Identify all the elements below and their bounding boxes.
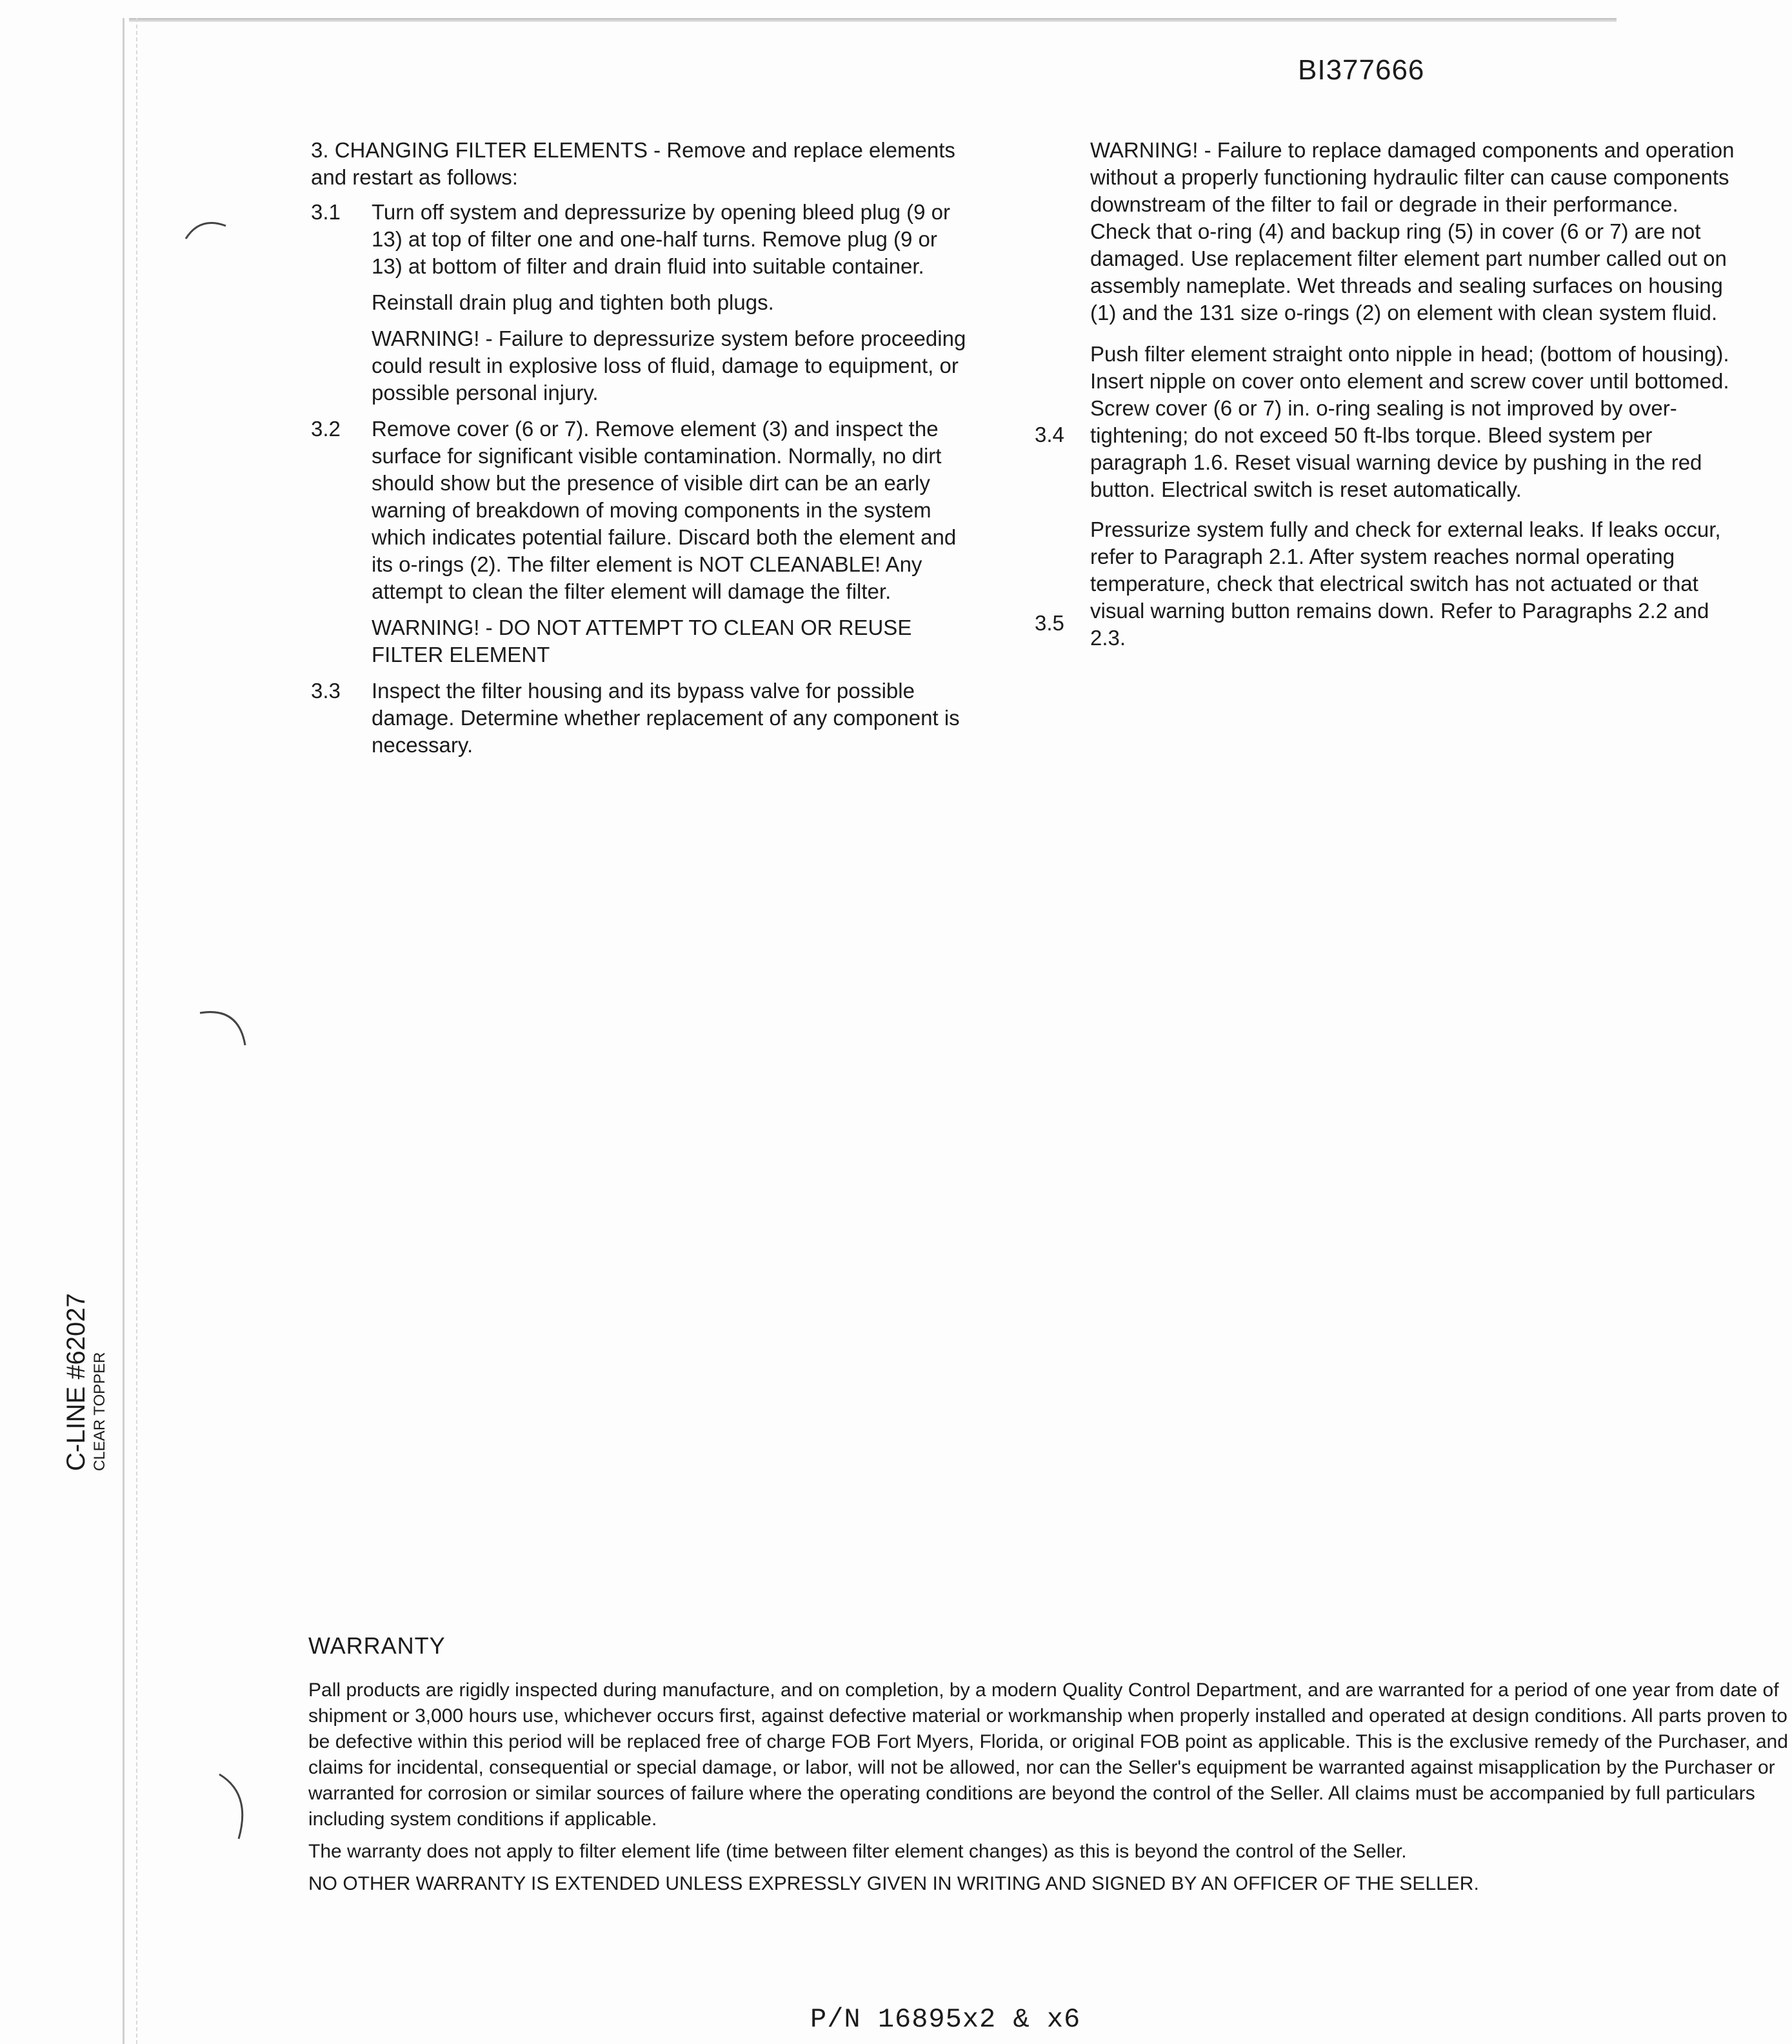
step-number: 3.2	[311, 417, 341, 441]
punch-hole-mark	[194, 1007, 252, 1071]
step-3-2	[311, 416, 969, 668]
warning-text: WARNING! - Failure to replace damaged components and operation without a properly functioning hydraulic filter can cause components downstream of the filter to fail or degrade in their performance. Check that o-ring (4) and backup ring (5) in cover (6 or 7) are not damaged. Use replacement filter element part number called out on assembly nameplate. Wet threads and sealing surfaces on housing (1) and the 131 size o-rings (2) on element with clean system fluid.	[1090, 138, 1735, 325]
punch-hole-arc	[186, 223, 226, 239]
warranty-paragraph: The warranty does not apply to filter element life (time between filter element changes) as this is beyond the control of the Seller.	[308, 1841, 1407, 1862]
document-id: BI377666	[1298, 54, 1425, 86]
warning-text: WARNING! - Failure to depressurize system before proceeding could result in explosive loss of fluid, damage to equipment, or possible personal injury.	[372, 326, 966, 405]
side-note-line-2: CLEAR TOPPER	[91, 1352, 108, 1471]
step-3-1	[311, 199, 969, 406]
left-column	[311, 137, 969, 768]
handwritten-side-note	[62, 1293, 109, 1471]
step-paragraph: Reinstall drain plug and tighten both plugs.	[372, 290, 774, 314]
warranty-heading: WARRANTY	[308, 1632, 446, 1659]
right-column-content	[1090, 137, 1735, 652]
side-note-line-1: C-LINE #62027	[62, 1293, 90, 1471]
part-number: P/N 16895x2 & x6	[810, 2004, 1081, 2035]
step-number: 3.3	[311, 679, 341, 703]
step-number: 3.4	[1035, 423, 1064, 446]
step-paragraph: Inspect the filter housing and its bypass valve for possible damage. Determine whether replacement of any component is necessary.	[372, 679, 960, 757]
step-number: 3.1	[311, 200, 341, 224]
scan-left-edge	[123, 18, 137, 2044]
step-3-3	[311, 677, 969, 759]
step-paragraph: Turn off system and depressurize by opening bleed plug (9 or 13) at top of filter one and one-half turns. Remove plug (9 or 13) at bottom of filter and drain fluid into suitable container.	[372, 200, 951, 278]
punch-hole-mark	[213, 1768, 264, 1845]
section-heading	[311, 137, 969, 191]
punch-hole-arc	[200, 1012, 245, 1045]
step-3-5-text: Pressurize system fully and check for external leaks. If leaks occur, refer to Paragraph 2.1. After system reaches normal operating temperature, check that electrical switch has not actuated or that visual warning button remains down. Refer to Paragraphs 2.2 and 2.3.	[1090, 517, 1721, 650]
punch-hole-arc	[219, 1774, 243, 1839]
warranty-paragraph: Pall products are rigidly inspected during manufacture, and on completion, by a modern Quality Control Department, and are warranted for a period of one year from date of shipment or 3,000 hours use, whichever occurs first, against defective material or workmanship when properly installed and operated at design conditions. All parts proven to be defective within this period will be replaced free of charge FOB Fort Myers, Florida, or original FOB point as applicable. This is the exclusive remedy of the Purchaser, and claims for incidental, consequential or special damage, or labor, will not be allowed, nor can the Seller's equipment be warranted against misapplication by the Purchaser or warranted for corrosion or similar sources of failure where the operating conditions are beyond the control of the Seller. All claims must be accompanied by full particulars including system conditions if applicable.	[308, 1679, 1788, 1830]
section-number: 3.	[311, 138, 329, 162]
warning-text: WARNING! - DO NOT ATTEMPT TO CLEAN OR REUSE FILTER ELEMENT	[372, 616, 912, 666]
step-number: 3.5	[1035, 611, 1064, 635]
warranty-section	[308, 1632, 1788, 1903]
step-3-4-text: Push filter element straight onto nipple in head; (bottom of housing). Insert nipple on cover onto element and screw cover until bottomed. Screw cover (6 or 7) in. o-ring sealing is not improved by over-tightening; do not exceed 50 ft-lbs torque. Bleed system per paragraph 1.6. Reset visual warning device by pushing in the red button. Electrical switch is reset automatically.	[1090, 342, 1729, 501]
section-heading-text: CHANGING FILTER ELEMENTS - Remove and replace elements and restart as follows:	[311, 138, 955, 189]
step-paragraph: Remove cover (6 or 7). Remove element (3) and inspect the surface for significant visible contamination. Normally, no dirt should show but the presence of visible dirt can be an early warning of breakdown of moving components in the system which indicates potential failure. Discard both the element and its o-rings (2). The filter element is NOT CLEANABLE! Any attempt to clean the filter element will damage the filter.	[372, 417, 957, 603]
punch-hole-mark	[181, 213, 239, 265]
warranty-paragraph: NO OTHER WARRANTY IS EXTENDED UNLESS EXPRESSLY GIVEN IN WRITING AND SIGNED BY AN OFFICER OF THE SELLER.	[308, 1873, 1479, 1894]
